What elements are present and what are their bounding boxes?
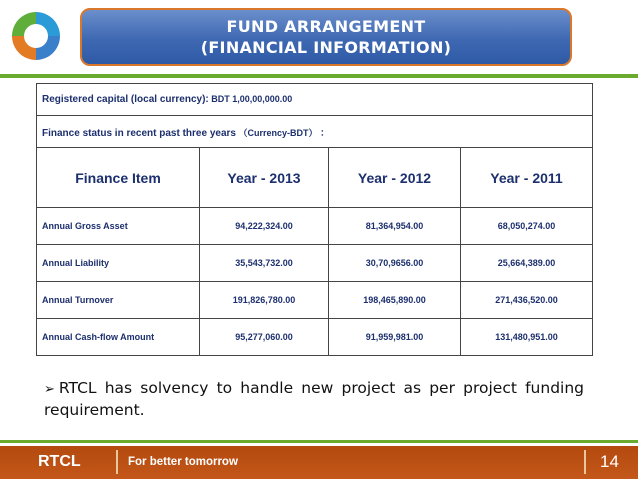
registered-capital-label: Registered capital (local currency): (42, 94, 209, 105)
header-year-2012: Year - 2012 (329, 148, 461, 208)
slide-footer (0, 440, 638, 479)
footer-tagline: For better tomorrow (128, 456, 238, 468)
finance-table-container (36, 83, 592, 356)
finance-status-end: ： (320, 128, 331, 139)
finance-status-unit: （Currency-BDT） (238, 128, 318, 138)
cell-value: 191,826,780.00 (200, 282, 329, 319)
slide-title-box (80, 8, 572, 66)
cell-value: 94,222,324.00 (200, 208, 329, 245)
row-label: Annual Gross Asset (37, 208, 200, 245)
table-header-row (37, 148, 593, 208)
page-number: 14 (600, 452, 619, 471)
slide-title: FUND ARRANGEMENT (226, 17, 426, 36)
rtcl-logo-icon (8, 8, 64, 64)
table-row (37, 208, 593, 245)
footer-brand: RTCL (38, 453, 81, 470)
header-finance-item: Finance Item (37, 148, 200, 208)
row-label: Annual Turnover (37, 282, 200, 319)
header-year-2011: Year - 2011 (461, 148, 593, 208)
bullet-text: RTCL has solvency to handle new project as per project funding requirement. (44, 379, 584, 419)
cell-value: 30,70,9656.00 (329, 245, 461, 282)
cell-value: 198,465,890.00 (329, 282, 461, 319)
cell-value: 91,959,981.00 (329, 319, 461, 356)
slide-subtitle: (FINANCIAL INFORMATION) (200, 38, 452, 57)
registered-capital-value: BDT 1,00,00,000.00 (211, 94, 293, 104)
registered-capital-cell (37, 84, 593, 116)
footer-bar (0, 446, 638, 479)
cell-value: 68,050,274.00 (461, 208, 593, 245)
cell-value: 25,664,389.00 (461, 245, 593, 282)
finance-status-row (37, 116, 593, 148)
footer-green-line (0, 440, 638, 443)
arrow-bullet-icon: ➢ (44, 382, 55, 397)
cell-value: 81,364,954.00 (329, 208, 461, 245)
cell-value: 95,277,060.00 (200, 319, 329, 356)
footer-separator (116, 450, 118, 474)
footer-separator (584, 450, 586, 474)
table-row (37, 245, 593, 282)
bullet-point (44, 378, 584, 421)
registered-capital-row (37, 84, 593, 116)
cell-value: 35,543,732.00 (200, 245, 329, 282)
finance-status-label: Finance status in recent past three years (42, 128, 236, 139)
header-year-2013: Year - 2013 (200, 148, 329, 208)
row-label: Annual Cash-flow Amount (37, 319, 200, 356)
cell-value: 271,436,520.00 (461, 282, 593, 319)
table-row (37, 319, 593, 356)
cell-value: 131,480,951.00 (461, 319, 593, 356)
table-row (37, 282, 593, 319)
finance-status-cell (37, 116, 593, 148)
row-label: Annual Liability (37, 245, 200, 282)
green-divider (0, 74, 638, 78)
finance-table (36, 83, 593, 356)
